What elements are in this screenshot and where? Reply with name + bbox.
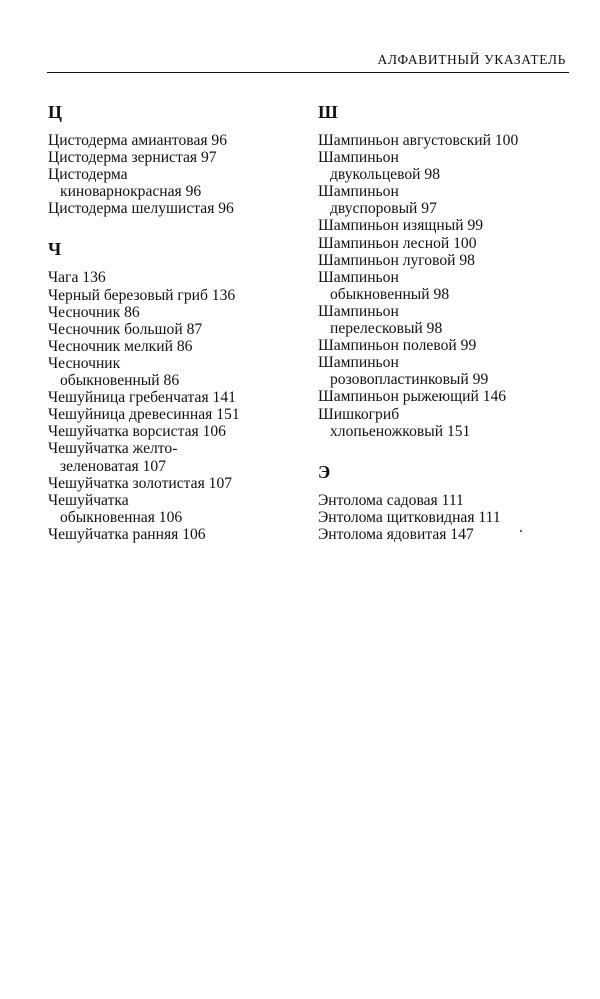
section-spacer [48,217,313,237]
index-entry-continuation: хлопьеножковый 151 [330,422,471,440]
index-entry-line: Чешуйчатка золотистая 107 [48,474,233,492]
index-entry-continuation: зеленоватая 107 [60,457,166,475]
index-entry-line: Чага 136 [48,269,106,287]
index-entry [48,389,313,406]
index-entry-line: Чесночник 86 [48,303,140,321]
index-entry [318,252,583,269]
running-head: АЛФАВИТНЫЙ УКАЗАТЕЛЬ [377,52,566,67]
letter-spacer [48,124,313,132]
header-rule [47,72,569,73]
index-entry-line: Черный березовый гриб 136 [48,286,236,304]
index-entry-line: Энтолома ядовитая 147 [318,525,474,543]
index-entry [48,149,313,166]
index-entry-line: Цистодерма зернистая 97 [48,149,217,167]
index-entry-continuation: киноварнокрасная 96 [60,183,202,201]
index-entry [318,337,583,354]
index-entry-line: Чесночник мелкий 86 [48,337,193,355]
index-entry-continuation: двукольцевой 98 [330,166,440,184]
index-entry [318,526,583,543]
index-entry-line: Шампиньон [318,149,399,167]
index-entry-line: Шампиньон [318,354,399,372]
index-entry [48,406,313,423]
index-entry-line: Шампиньон [318,183,399,201]
index-entry [48,338,313,355]
index-entry [318,509,583,526]
index-entry [318,217,583,234]
index-entry [48,321,313,338]
section-letter: Ч [48,239,62,260]
index-entry-continuation: перелесковый 98 [330,320,443,338]
letter-spacer [48,261,313,269]
index-entry-continuation: розовопластинковый 99 [330,371,489,389]
index-entry-line: Цистодерма амиантовая 96 [48,132,228,149]
index-entry-line: Цистодерма [48,166,128,184]
index-entry [48,492,313,526]
index-entry [48,423,313,440]
index-entry-continuation: обыкновенный 86 [60,372,180,390]
index-entry-line: Шампиньон луговой 98 [318,251,475,269]
index-entry-line: Чесночник [48,354,121,372]
index-entry-continuation: обыкновенный 98 [330,285,450,303]
index-entry [318,269,583,303]
index-entry [318,132,583,149]
index-entry-line: Шампиньон рыжеющий 146 [318,388,507,406]
index-entry-line: Шампиньон полевой 99 [318,337,477,355]
index-entry [318,492,583,509]
index-entry [318,183,583,217]
index-entry-line: Чесночник большой 87 [48,320,203,338]
index-entry-line: Чешуйчатка ранняя 106 [48,525,206,543]
section-letter: Э [318,461,331,482]
index-entry [318,406,583,440]
index-entry [318,388,583,405]
index-column-right [318,100,583,543]
index-entry-line: Чешуйница гребенчатая 141 [48,389,236,407]
section-letter: Ш [318,102,338,122]
index-entry [48,355,313,389]
section-spacer [318,440,583,460]
letter-spacer [318,484,583,492]
index-entry-line: Чешуйчатка желто- [48,440,178,458]
index-entry-line: Шампиньон [318,268,399,286]
index-entry-continuation: обыкновенная 106 [60,508,183,526]
index-entry-line: Чешуйница древесинная 151 [48,406,240,424]
index-entry-line: Чешуйчатка ворсистая 106 [48,423,226,441]
index-entry [48,166,313,200]
index-entry [48,287,313,304]
index-entry-line: Шампиньон лесной 100 [318,234,477,252]
index-entry-continuation: двуспоровый 97 [330,200,437,218]
section-letter: Ц [48,102,63,122]
index-entry-line: Шампиньон изящный 99 [318,217,484,235]
index-entry [318,354,583,388]
index-entry [318,303,583,337]
letter-spacer [318,124,583,132]
index-entry-line: Чешуйчатка [48,491,129,509]
index-entry-line: Цистодерма шелушистая 96 [48,200,234,218]
print-speck [520,530,522,532]
index-entry [318,149,583,183]
index-entry [48,132,313,149]
index-entry-line: Шампиньон августовский 100 [318,132,519,149]
index-entry [48,440,313,474]
index-entry-line: Энтолома садовая 111 [318,491,464,509]
index-entry-line: Энтолома щитковидная 111 [318,508,501,526]
index-entry-line: Шампиньон [318,302,399,320]
index-entry [48,269,313,286]
index-entry [48,200,313,217]
index-entry [48,526,313,543]
index-entry [48,475,313,492]
index-entry [318,235,583,252]
index-entry [48,304,313,321]
index-entry-line: Шишкогриб [318,405,400,423]
index-column-left [48,100,313,543]
